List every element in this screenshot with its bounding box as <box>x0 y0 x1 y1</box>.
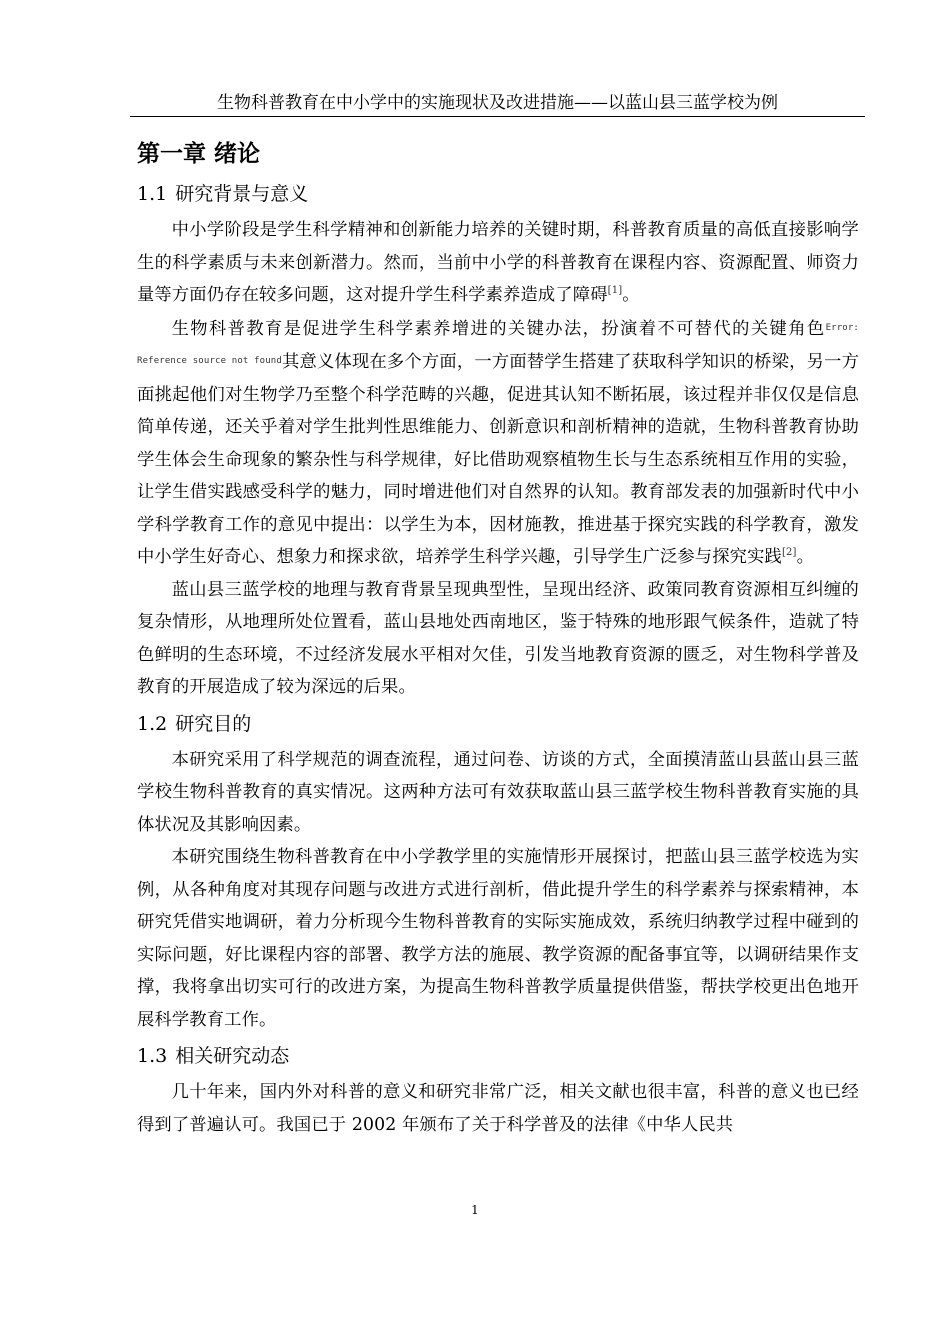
body-content <box>137 134 859 1141</box>
section-heading-1-2 <box>137 704 859 744</box>
chapter-title: 第一章 绪论 <box>137 141 261 167</box>
paragraph <box>137 214 859 312</box>
paragraph <box>137 312 859 574</box>
section-heading-1-1 <box>137 174 859 214</box>
paragraph-text: 生物科普教育是促进学生科学素养增进的关键办法，扮演着不可替代的关键角色 <box>171 318 826 339</box>
paragraph-text: 。 <box>622 285 640 305</box>
running-header: 生物科普教育在中小学中的实施现状及改进措施——以蓝山县三蓝学校为例 <box>130 90 865 117</box>
section-number: 1.3 <box>137 1045 168 1067</box>
paragraph-text: 。 <box>796 547 815 567</box>
paragraph-text: 中小学阶段是学生科学精神和创新能力培养的关键时期，科普教育质量的高低直接影响学生的科学素质与未来创新潜力。然而，当前中小学的科普教育在课程内容、资源配置、师资力量等方面仍存在较多问题，这对提升学生科学素养造成了障碍 <box>137 220 859 305</box>
paragraph-text: 其意义体现在多个方面，一方面替学生搭建了获取科学知识的桥梁，另一方面挑起他们对生物学乃至整个科学范畴的兴趣，促进其认知不断拓展，该过程并非仅仅是信息简单传递，还关乎着对学生批判性思维能力、创新意识和剖析精神的造就，生物科普教育协助学生体会生命现象的繁杂性与科学规律，好比借助观察植物生长与生态系统相互作用的实验，让学生借实践感受科学的魅力，同时增进他们对自然界的认知。教育部发表的加强新时代中小学科学教育工作的意见中提出：以学生为本，因材施教，推进基于探究实践的科学教育，激发中小学生好奇心、想象力和探求欲，培养学生科学兴趣，引导学生广泛参与探究实践 <box>137 352 860 567</box>
citation-ref: [1] <box>607 285 623 297</box>
section-title: 相关研究动态 <box>175 1045 290 1067</box>
section-title: 研究目的 <box>175 712 252 735</box>
section-number: 1.1 <box>137 183 168 205</box>
paragraph: 几十年来，国内外对科普的意义和研究非常广泛，相关文献也很丰富，科普的意义也已经得到了普遍认可。我国已于 2002 年颁布了关于科学普及的法律《中华人民共 <box>137 1082 859 1135</box>
section-heading-1-3 <box>137 1036 859 1076</box>
paragraph: 蓝山县三蓝学校的地理与教育背景呈现典型性，呈现出经济、政策同教育资源相互纠缠的复杂情形，从地理所处位置看，蓝山县地处西南地区，鉴于特殊的地形跟气候条件，造就了特色鲜明的生态环境，不过经济发展水平相对欠佳，引发当地教育资源的匮乏，对生物科学普及教育的开展造成了较为深远的后果。 <box>137 579 859 697</box>
paragraph: 本研究围绕生物科普教育在中小学教学里的实施情形开展探讨，把蓝山县三蓝学校选为实例，从各种角度对其现存问题与改进方式进行剖析，借此提升学生的科学素养与探索精神，本研究凭借实地调研，着力分析现今生物科普教育的实际实施成效，系统归纳教学过程中碰到的实际问题，好比课程内容的部署、教学方法的施展、教学资源的配备事宜等，以调研结果作支撑，我将拿出切实可行的改进方案，为提高生物科普教学质量提供借鉴，帮扶学校更出色地开展科学教育工作。 <box>137 847 859 1030</box>
citation-ref: [2] <box>781 547 797 559</box>
reference-error-text: Error: Reference source not found <box>137 322 859 366</box>
paragraph: 本研究采用了科学规范的调查流程，通过问卷、访谈的方式，全面摸清蓝山县蓝山县三蓝学校生物科普教育的真实情况。这两种方法可有效获取蓝山县三蓝学校生物科普教育实施的具体状况及其影响因素。 <box>137 749 859 835</box>
page-number: 1 <box>471 1203 479 1217</box>
section-title: 研究背景与意义 <box>175 183 309 205</box>
section-number: 1.2 <box>137 712 168 735</box>
